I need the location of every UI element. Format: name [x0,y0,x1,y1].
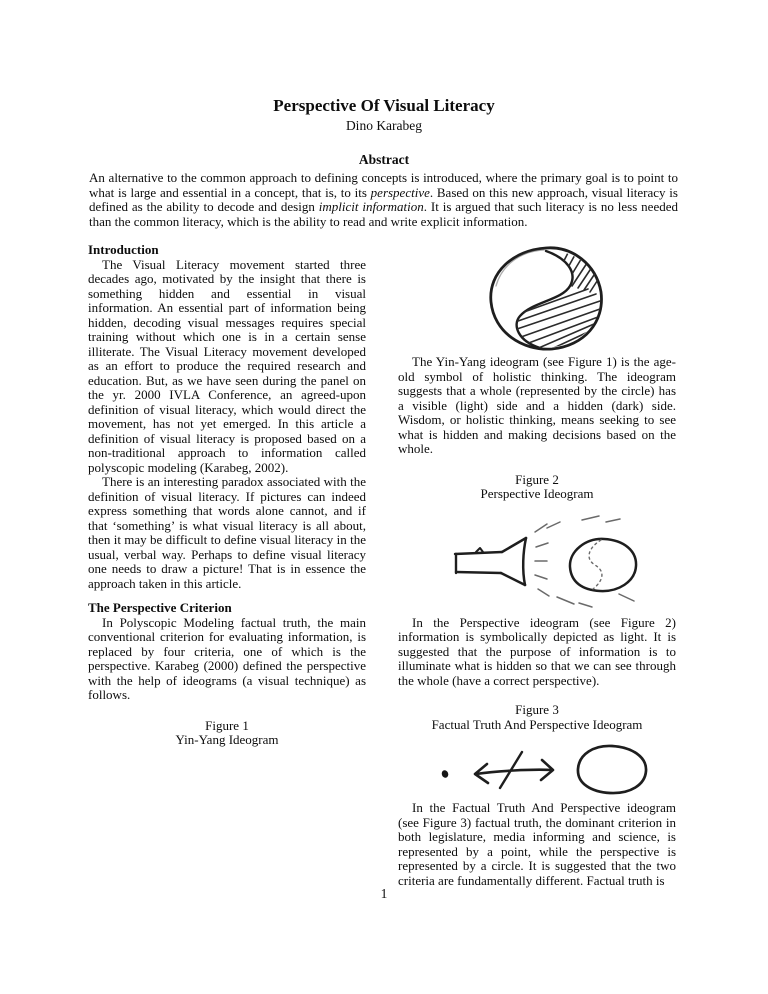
figure3-caption-title: Factual Truth And Perspective Ideogram [431,716,643,732]
perspective-paragraph: In the Perspective ideogram (see Figure 2) information is symbolically depicted as light. It is suggested that the purpose of information is to illuminate what is hidden so that we can see through the whole (have a correct perspective). [398,614,676,688]
page-number: 1 [380,886,388,901]
two-column-body [88,243,768,888]
paper-author: Dino Karabeg [345,118,423,133]
abstract-italic-implicit-information: implicit information [318,199,424,215]
section-heading-perspective-criterion: The Perspective Criterion [88,600,232,616]
perspective-criterion-paragraph: In Polyscopic Modeling factual truth, the main conventional criterion for evaluating information, is replaced by four criteria, one of which is the perspective. Karabeg (2000) defined the perspective with the help of ideograms (a visual technique) as follows. [88,614,366,703]
right-column [398,243,676,888]
section-heading-introduction: Introduction [88,242,159,258]
figure2-caption [398,473,676,502]
figure2-caption-number: Figure 2 [515,471,559,487]
figure1-caption-title: Yin-Yang Ideogram [175,732,279,748]
abstract-text [89,171,678,229]
abstract-segment: . Based on this new approach, visual literacy is defined as the ability to decode and design [89,184,678,215]
point-glyph [441,770,450,779]
abstract-italic-perspective: perspective [370,184,430,200]
left-column [88,243,366,888]
yin-yang-ideogram-figure [484,244,608,352]
abstract-segment: . It is argued that such literacy is no less needed than the common literacy, which is the ability to read and write explicit information. [89,199,678,229]
figure1-caption [88,719,366,748]
yinyang-paragraph: The Yin-Yang ideogram (see Figure 1) is the age-old symbol of holistic thinking. The ideogram suggests that a whole (represented by the circle) has a visible (light) side and a hidden (dark) side. Wisdom, or holistic thinking, means seeking to see what is hidden and making decisions based on the whole. [398,354,676,457]
figure3-caption [398,703,676,732]
factual-truth-paragraph: In the Factual Truth And Perspective ideogram (see Figure 3) factual truth, the dominant criterion in both legislature, media informing and science, is represented by a point, while the perspective is represented by a circle. It is suggested that the two criteria are fundamentally different. Factual truth is [398,800,676,888]
factual-truth-perspective-figure [436,737,648,797]
paper-title: Perspective Of Visual Literacy [273,96,495,115]
abstract-heading: Abstract [358,152,410,167]
abstract-segment: An alternative to the common approach to defining concepts is introduced, where the primary goal is to point to what is large and essential in a concept, that is, to its [89,170,678,200]
introduction-paragraph-1: The Visual Literacy movement started three decades ago, motivated by the insight that there is something hidden and essential in visual information. An essential part of information being hidden, decoding visual messages requires special training without which one is in a certain sense illiterate. The Visual Literacy movement developed as an effort to produce the required research and education. But, as we have seen during the panel on the yr. 2000 IVLA Conference, an agreed-upon definition of visual literacy, which would direct the movement, has not yet emerged. In this article a definition of visual literacy is proposed based on a non-traditional approach to information called polyscopic modeling (Karabeg, 2002). [88,256,366,475]
figure1-caption-number: Figure 1 [205,717,249,733]
figure3-caption-number: Figure 3 [515,702,559,718]
introduction-paragraph-2: There is an interesting paradox associated with the definition of visual literacy. If pictures can indeed express something that words alone cannot, and if that ‘something’ is what visual literacy is all about, then it may be difficult to define visual literacy in the usual, verbal way. Perhaps to define visual literacy one needs to draw a picture! That is in essence the approach taken in this article. [88,474,366,591]
perspective-ideogram-figure [448,514,644,614]
figure2-caption-title: Perspective Ideogram [480,486,594,502]
